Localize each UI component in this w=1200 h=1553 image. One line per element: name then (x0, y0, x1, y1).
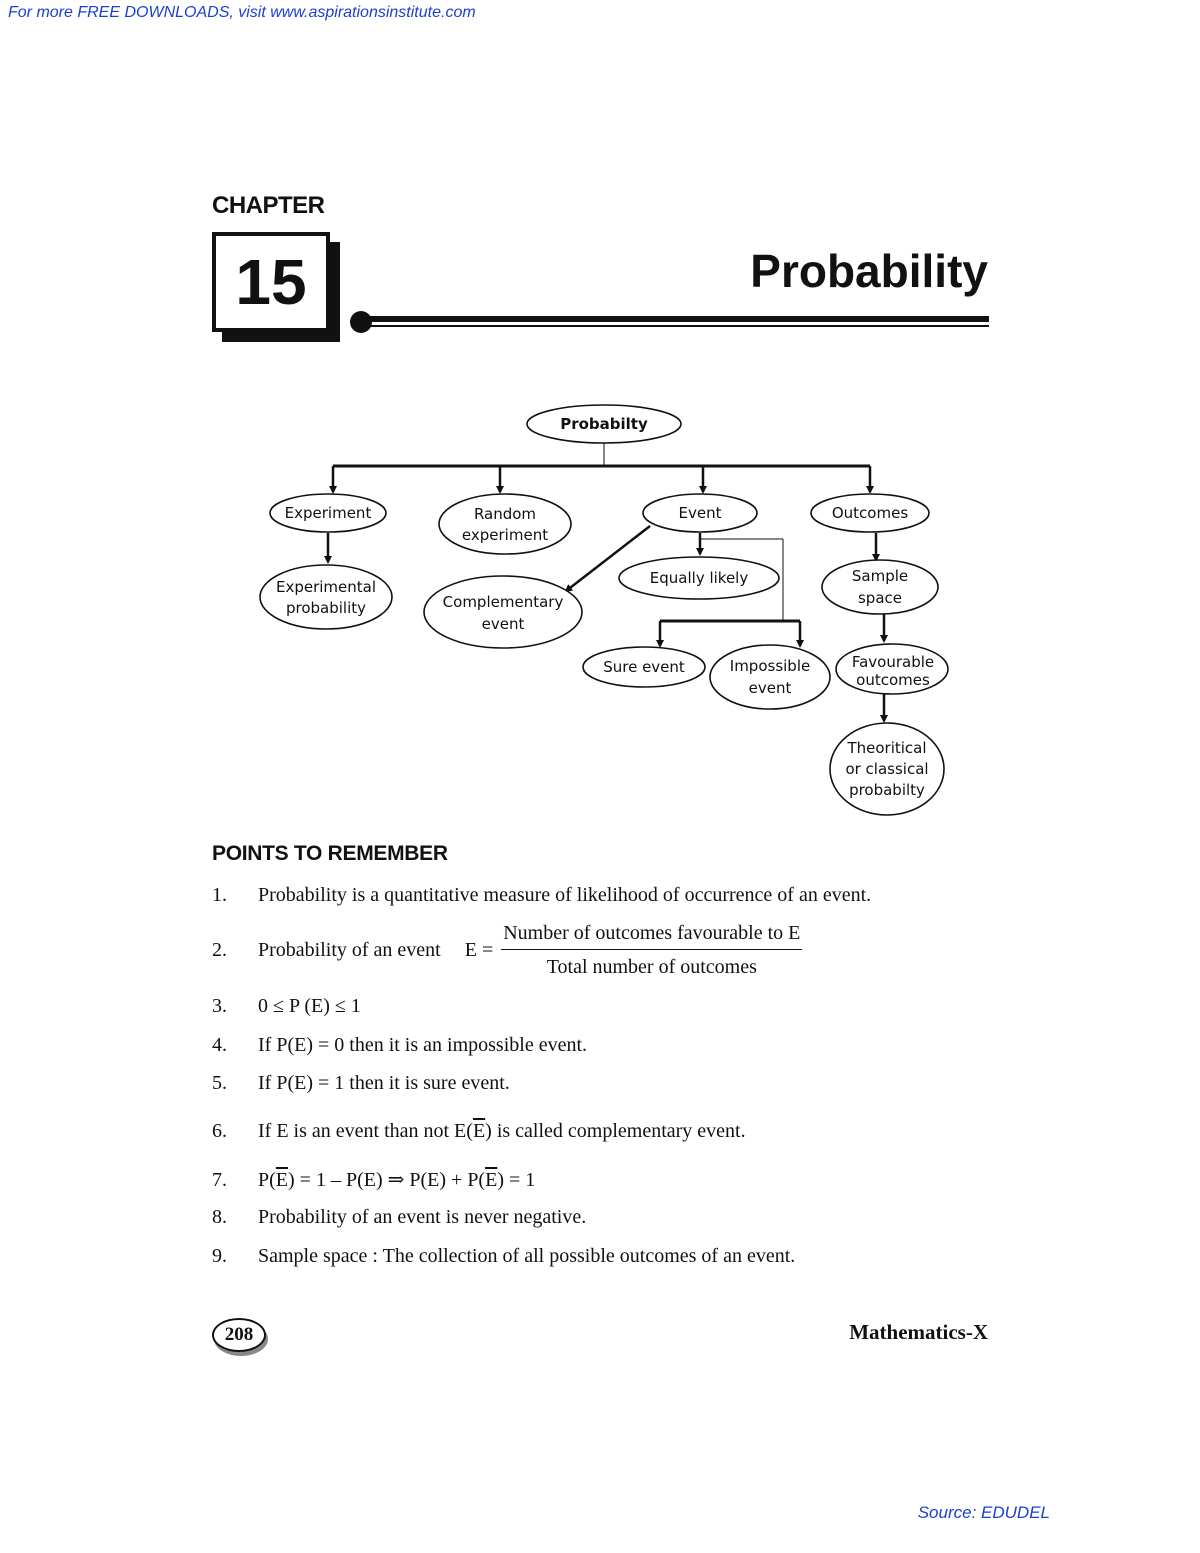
label-experiment: Experiment (284, 504, 372, 522)
node-impossible-event (710, 645, 830, 709)
label-event: Event (678, 504, 722, 522)
complement-symbol: $\overline{E}$ (485, 1169, 498, 1191)
point-number: 1. (212, 884, 227, 906)
point-text: Probability of an event is never negative. (258, 1206, 587, 1228)
point-text: Sample space : The collection of all possible outcomes of an event. (258, 1245, 796, 1267)
point-number: 3. (212, 995, 227, 1017)
point-number: 8. (212, 1206, 227, 1228)
point-text: If E is an event than not E( (258, 1120, 473, 1142)
chapter-number: 15 (212, 232, 330, 332)
label-outcomes: Outcomes (831, 504, 909, 522)
point-7 (212, 1167, 535, 1192)
source-credit: Source: EDUDEL (917, 1503, 1050, 1522)
formula-denominator: Total number of outcomes (546, 956, 757, 978)
formula-numerator: Number of outcomes favourable to E (501, 922, 802, 950)
point-number: 7. (212, 1169, 227, 1191)
point-6 (212, 1120, 746, 1143)
point-number: 2. (212, 939, 227, 961)
label-theory-2: or classical (845, 760, 929, 778)
point-text: If P(E) = 0 then it is an impossible event. (258, 1034, 588, 1056)
label-comp-1: Complementary (442, 593, 564, 611)
point-8 (212, 1206, 586, 1229)
point-text: ) is called complementary event. (485, 1120, 746, 1142)
chapter-title: Probability (750, 245, 988, 297)
points-heading: POINTS TO REMEMBER (212, 842, 448, 865)
label-favourable-2: outcomes (856, 671, 930, 689)
point-number: 6. (212, 1120, 227, 1142)
point-1 (212, 884, 871, 907)
label-probability: Probabilty (560, 415, 648, 433)
label-theory-3: probabilty (849, 781, 925, 799)
node-complementary-event (424, 576, 582, 648)
point-text: Probability is a quantitative measure of likelihood of occurrence of an event. (258, 884, 872, 906)
point-text: If P(E) = 1 then it is sure event. (258, 1072, 510, 1094)
formula-lhs: E = (464, 939, 494, 961)
label-expprob-1: Experimental (275, 578, 377, 596)
point-text: 0 ≤ P (E) ≤ 1 (258, 995, 361, 1017)
label-random-1: Random (473, 505, 537, 523)
node-random-experiment (439, 494, 571, 554)
point-text: Probability of an event (258, 939, 441, 961)
complement-symbol: $\overline{E}$ (472, 1120, 486, 1142)
point-4 (212, 1034, 587, 1057)
point-number: 4. (212, 1034, 227, 1056)
label-impossible-2: event (748, 679, 792, 697)
page-number: 208 (212, 1318, 266, 1352)
label-impossible-1: Impossible (729, 657, 811, 675)
label-comp-2: event (481, 615, 525, 633)
point-text: ) = 1 – P(E) ⇒ P(E) + P( (288, 1169, 486, 1191)
point-text: ) = 1 (497, 1169, 536, 1191)
label-sample-1: Sample (851, 567, 909, 585)
label-favourable-1: Favourable (851, 653, 935, 671)
probability-formula (501, 922, 802, 979)
point-number: 9. (212, 1245, 227, 1267)
node-experimental-probability (260, 565, 392, 629)
download-link[interactable]: For more FREE DOWNLOADS, visit www.aspirationsinstitute.com (8, 4, 476, 21)
label-equally: Equally likely (649, 569, 749, 587)
point-2 (212, 922, 802, 979)
point-text: P( (258, 1169, 276, 1191)
label-expprob-2: probability (285, 599, 367, 617)
point-3 (212, 995, 361, 1018)
complement-symbol: $\overline{E}$ (275, 1169, 289, 1191)
chapter-label: CHAPTER (212, 192, 325, 219)
book-title: Mathematics-X (849, 1320, 988, 1344)
label-theory-1: Theoritical (847, 739, 927, 757)
label-sure: Sure event (603, 658, 685, 676)
label-sample-2: space (857, 589, 903, 607)
point-9 (212, 1245, 795, 1268)
label-random-2: experiment (461, 526, 549, 544)
point-5 (212, 1072, 510, 1095)
point-number: 5. (212, 1072, 227, 1094)
